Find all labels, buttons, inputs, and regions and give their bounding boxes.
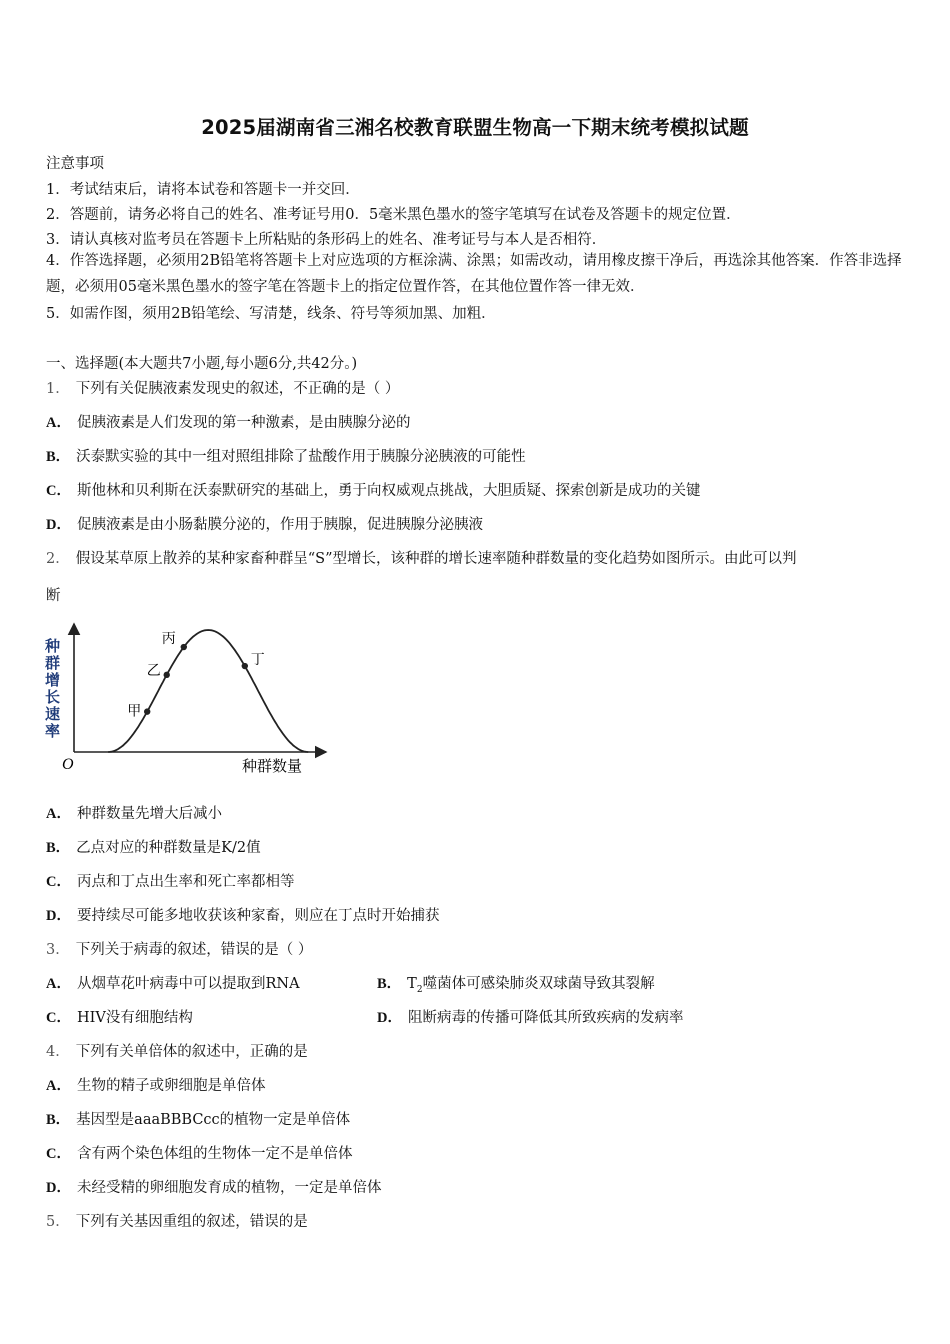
question-stem: 下列有关单倍体的叙述中，正确的是 xyxy=(75,1044,308,1060)
notice-item: 4．作答选择题，必须用2B铅笔将答题卡上对应选项的方框涂满、涂黑；如需改动，请用橡皮擦干净后，再选涂其他答案．作答非选择题，必须用05毫米黑色墨水的签字笔在答题卡上的指定位置作答，在其他位置作答一律无效． xyxy=(46,253,902,295)
curve-point xyxy=(164,672,170,678)
question-stem: 下列关于病毒的叙述，错误的是（ ） xyxy=(75,942,313,958)
x-axis-label: 种群数量 xyxy=(242,757,303,775)
question-5 xyxy=(46,1210,308,1231)
q4-option-d[interactable]: D． 未经受精的卵细胞发育成的植物，一定是单倍体 xyxy=(46,1180,382,1196)
point-label: 乙 xyxy=(146,662,161,679)
q2-option-c[interactable]: C． 丙点和丁点出生率和死亡率都相等 xyxy=(46,874,295,890)
notice-item: 1．考试结束后，请将本试卷和答题卡一并交回． xyxy=(46,182,360,198)
q3-option-a[interactable]: A． 从烟草花叶病毒中可以提取到RNA xyxy=(46,976,300,992)
page-title: 2025届湖南省三湘名校教育联盟生物高一下期末统考模拟试题 xyxy=(201,116,749,139)
q4-option-c[interactable]: C． 含有两个染色体组的生物体一定不是单倍体 xyxy=(46,1146,353,1162)
q2-option-b[interactable]: B． 乙点对应的种群数量是K/2值 xyxy=(46,840,261,856)
question-number: 4． xyxy=(46,1044,70,1060)
question-3 xyxy=(46,938,312,959)
origin-label: O xyxy=(62,756,74,773)
q4-option-a[interactable]: A． 生物的精子或卵细胞是单倍体 xyxy=(46,1078,266,1094)
growth-curve xyxy=(108,630,308,752)
question-number: 5． xyxy=(46,1214,70,1230)
q1-option-b[interactable]: B． 沃泰默实验的其中一组对照组排除了盐酸作用于胰腺分泌胰液的可能性 xyxy=(46,449,526,465)
point-label: 甲 xyxy=(127,703,142,720)
question-stem-continued: 断 xyxy=(46,588,61,604)
q2-option-d[interactable]: D． 要持续尽可能多地收获该种家畜，则应在丁点时开始捕获 xyxy=(46,908,440,924)
q3-option-d[interactable]: D． 阻断病毒的传播可降低其所致疾病的发病率 xyxy=(377,1010,684,1026)
notice-item: 2．答题前，请务必将自己的姓名、准考证号用0．5毫米黑色墨水的签字笔填写在试卷及答题卡的规定位置． xyxy=(46,207,741,223)
point-label: 丁 xyxy=(250,652,265,669)
q2-option-a[interactable]: A． 种群数量先增大后减小 xyxy=(46,806,222,822)
q3-option-b[interactable]: B． $T_2$噬菌体可感染肺炎双球菌导致其裂解 xyxy=(377,976,655,995)
curve-point xyxy=(242,663,248,669)
y-axis-label: 种群增长速率 xyxy=(43,638,61,740)
question-number: 3． xyxy=(46,942,70,958)
q1-option-d[interactable]: D． 促胰液素是由小肠黏膜分泌的，作用于胰腺，促进胰腺分泌胰液 xyxy=(46,517,483,533)
section-heading: 一、选择题(本大题共7小题,每小题6分,共42分。) xyxy=(46,356,358,372)
question-stem: 下列有关基因重组的叙述，错误的是 xyxy=(75,1214,308,1230)
q4-option-b[interactable]: B． 基因型是aaaBBBCcc的植物一定是单倍体 xyxy=(46,1112,351,1128)
notice-item: 5．如需作图，须用2B铅笔绘、写清楚，线条、符号等须加黑、加粗． xyxy=(46,306,496,322)
question-number: 2． xyxy=(46,551,70,567)
q1-option-a[interactable]: A． 促胰液素是人们发现的第一种激素，是由胰腺分泌的 xyxy=(46,415,411,431)
point-label: 丙 xyxy=(161,631,176,648)
question-4 xyxy=(46,1040,308,1061)
q1-option-c[interactable]: C． 斯他林和贝利斯在沃泰默研究的基础上，勇于向权威观点挑战，大胆质疑、探索创新是成功的关键 xyxy=(46,483,701,499)
growth-rate-figure xyxy=(43,618,336,778)
question-2 xyxy=(46,547,797,568)
question-stem: 假设某草原上散养的某种家畜种群呈“S”型增长，该种群的增长速率随种群数量的变化趋势如图所示。由此可以判 xyxy=(75,551,797,567)
curve-point xyxy=(181,644,187,650)
question-stem: 下列有关促胰液素发现史的叙述，不正确的是（ ） xyxy=(75,381,400,397)
question-1 xyxy=(46,377,399,398)
notice-heading: 注意事项 xyxy=(46,156,104,172)
q3-option-c[interactable]: C． HIV没有细胞结构 xyxy=(46,1010,193,1026)
curve-point xyxy=(144,708,150,714)
notice-item: 3．请认真核对监考员在答题卡上所粘贴的条形码上的姓名、准考证号与本人是否相符． xyxy=(46,232,607,248)
question-number: 1． xyxy=(46,381,70,397)
